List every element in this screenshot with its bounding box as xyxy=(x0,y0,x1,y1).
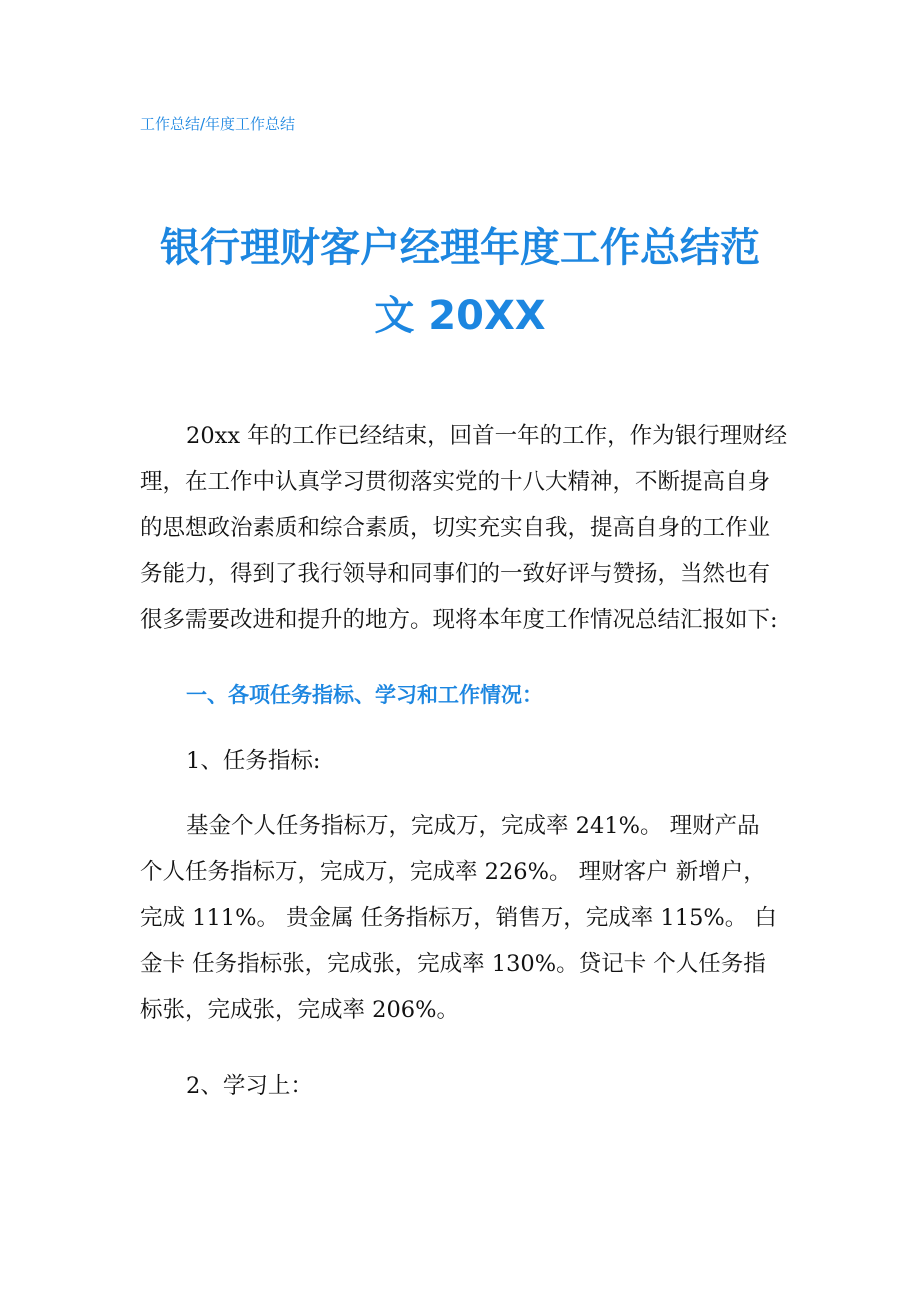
intro-line: 理，在工作中认真学习贯彻落实党的十八大精神，不断提高自身 xyxy=(140,469,771,495)
tasks-line: 完成 111%。 贵金属 任务指标万，销售万，完成率 115%。 白 xyxy=(140,905,777,931)
subsection-heading-study: 2、学习上： xyxy=(186,1073,313,1099)
tasks-line: 基金个人任务指标万，完成万，完成率 241%。 理财产品 xyxy=(186,813,760,839)
intro-paragraph xyxy=(140,413,790,643)
intro-line: 很多需要改进和提升的地方。现将本年度工作情况总结汇报如下: xyxy=(140,607,778,633)
title-line-1: 银行理财客户经理年度工作总结范 xyxy=(160,225,760,271)
tasks-line: 标张，完成张，完成率 206%。 xyxy=(140,997,459,1023)
breadcrumb[interactable]: 工作总结/年度工作总结 xyxy=(140,115,296,133)
tasks-line: 个人任务指标万，完成万，完成率 226%。 理财客户 新增户， xyxy=(140,859,766,885)
section-heading: 一、各项任务指标、学习和工作情况： xyxy=(186,683,543,707)
intro-line: 20xx 年的工作已经结束，回首一年的工作，作为银行理财经 xyxy=(186,423,788,449)
tasks-paragraph xyxy=(140,803,790,1033)
subsection-heading-tasks: 1、任务指标: xyxy=(186,748,321,774)
document-title xyxy=(110,214,810,350)
title-line-2: 文 20XX xyxy=(374,293,546,339)
intro-line: 务能力，得到了我行领导和同事们的一致好评与赞扬，当然也有 xyxy=(140,561,771,587)
intro-line: 的思想政治素质和综合素质，切实充实自我，提高自身的工作业 xyxy=(140,515,771,541)
tasks-line: 金卡 任务指标张，完成张，完成率 130%。贷记卡 个人任务指 xyxy=(140,951,766,977)
